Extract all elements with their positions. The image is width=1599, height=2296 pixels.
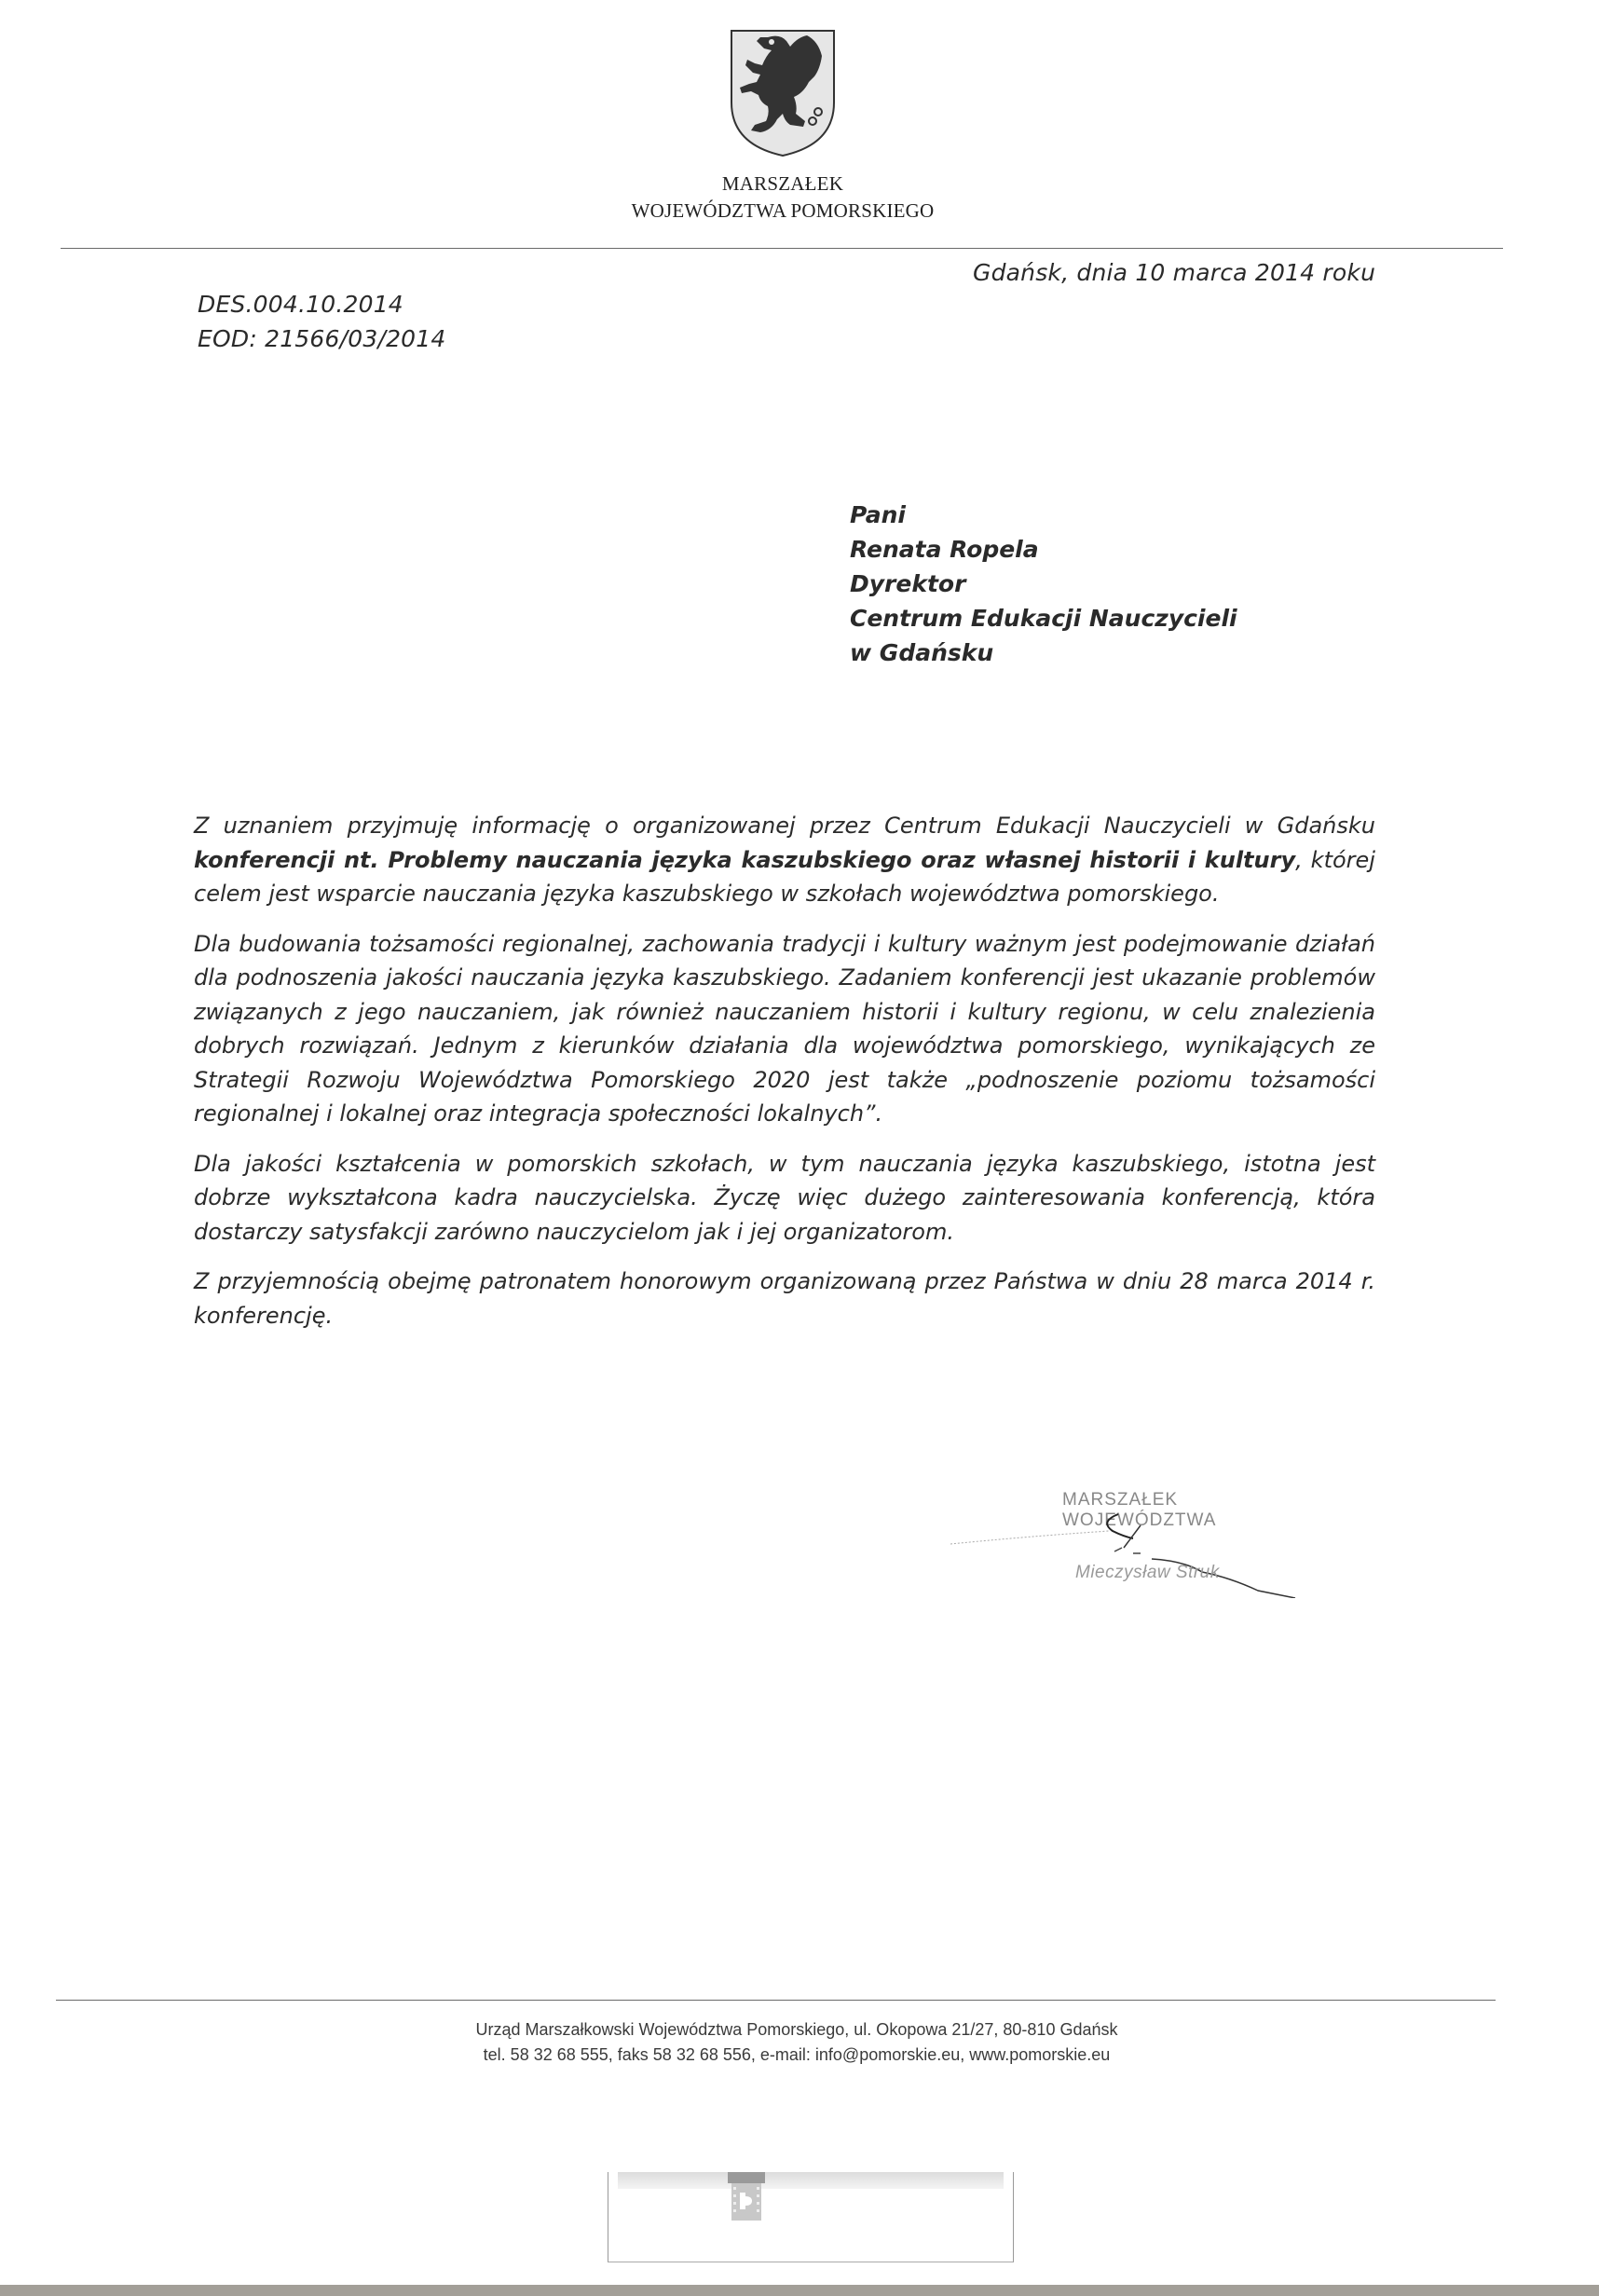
- org-title-line2: WOJEWÓDZTWA POMORSKIEGO: [631, 199, 935, 222]
- footer-divider: [56, 2000, 1496, 2001]
- conference-title: konferencji nt. Problemy nauczania języka kaszubskiego oraz własnej historii i kultury: [194, 846, 1296, 873]
- footer-contact: tel. 58 32 68 555, faks 58 32 68 556, e-mail: info@pomorskie.eu, www.pomorskie.eu: [483, 2045, 1111, 2064]
- org-title-line1: MARSZAŁEK: [721, 172, 844, 195]
- recipient-city: w Gdańsku: [850, 639, 994, 666]
- paragraph-1-start: Z uznaniem przyjmuję informację o organizowanej przez Centrum Edukacji Nauczycieli w Gdańsku: [194, 813, 1375, 839]
- signature-stamp-title: MARSZAŁEK WOJEWÓDZTWA: [1062, 1490, 1217, 1530]
- attachment-placeholder: [608, 2172, 1014, 2262]
- paragraph-1: [194, 809, 1375, 911]
- reference-number-eod: EOD: 21566/03/2014: [198, 325, 446, 352]
- recipient-salutation: Pani: [850, 501, 906, 528]
- header-divider: [61, 248, 1503, 249]
- signatory-name: Mieczysław Struk: [1075, 1563, 1220, 1582]
- footer-address: Urząd Marszałkowski Województwa Pomorskiego, ul. Okopowa 21/27, 80-810 Gdańsk: [475, 2020, 1118, 2039]
- paragraph-3: Dla jakości kształcenia w pomorskich szkołach, w tym nauczania języka kaszubskiego, istotna jest dobrze wykształcona kadra nauczycielska. Życzę więc dużego zainteresowania konferencją, która dostarczy satysfakcji zarówno nauczycielom jak i jej organizatorom.: [194, 1150, 1375, 1245]
- paragraph-2: Dla budowania tożsamości regionalnej, zachowania tradycji i kultury ważnym jest podejmowanie działań dla podnoszenia jakości nauczania języka kaszubskiego. Zadaniem konferencji jest ukazanie problemów związanych z jego nauczaniem, jak również nauczaniem historii i kultury regionu, w celu znalezienia dobrych rozwiązań. Jednym z kierunków działania dla województwa pomorskiego, wynikających ze Strategii Rozwoju Województwa Pomorskiego 2020 jest także „podnoszenie poziomu tożsamości regionalnej i lokalnej oraz integracja społeczności lokalnych”.: [194, 930, 1375, 1127]
- reference-number-des: DES.004.10.2014: [198, 291, 403, 318]
- recipient-name: Renata Ropela: [850, 536, 1039, 563]
- scan-edge: [0, 2285, 1599, 2296]
- place-date: Gdańsk, dnia 10 marca 2014 roku: [973, 259, 1376, 286]
- recipient-position: Dyrektor: [850, 570, 966, 597]
- signature-block: [950, 1486, 1323, 1598]
- recipient-block: [850, 498, 1237, 670]
- paragraph-4: Z przyjemnością obejmę patronatem honorowym organizowaną przez Państwa w dniu 28 marca 2014 r. konferencję.: [194, 1268, 1375, 1329]
- film-strip-icon: [728, 2172, 765, 2221]
- paragraph-1-end: , której celem jest wsparcie nauczania języka kaszubskiego w szkołach województwa pomorskiego.: [194, 846, 1375, 907]
- attachment-band: [618, 2172, 1004, 2189]
- recipient-institution: Centrum Edukacji Nauczycieli: [850, 605, 1237, 632]
- letter-body: [194, 809, 1375, 1348]
- pomeranian-griffin-crest-icon: [729, 28, 837, 158]
